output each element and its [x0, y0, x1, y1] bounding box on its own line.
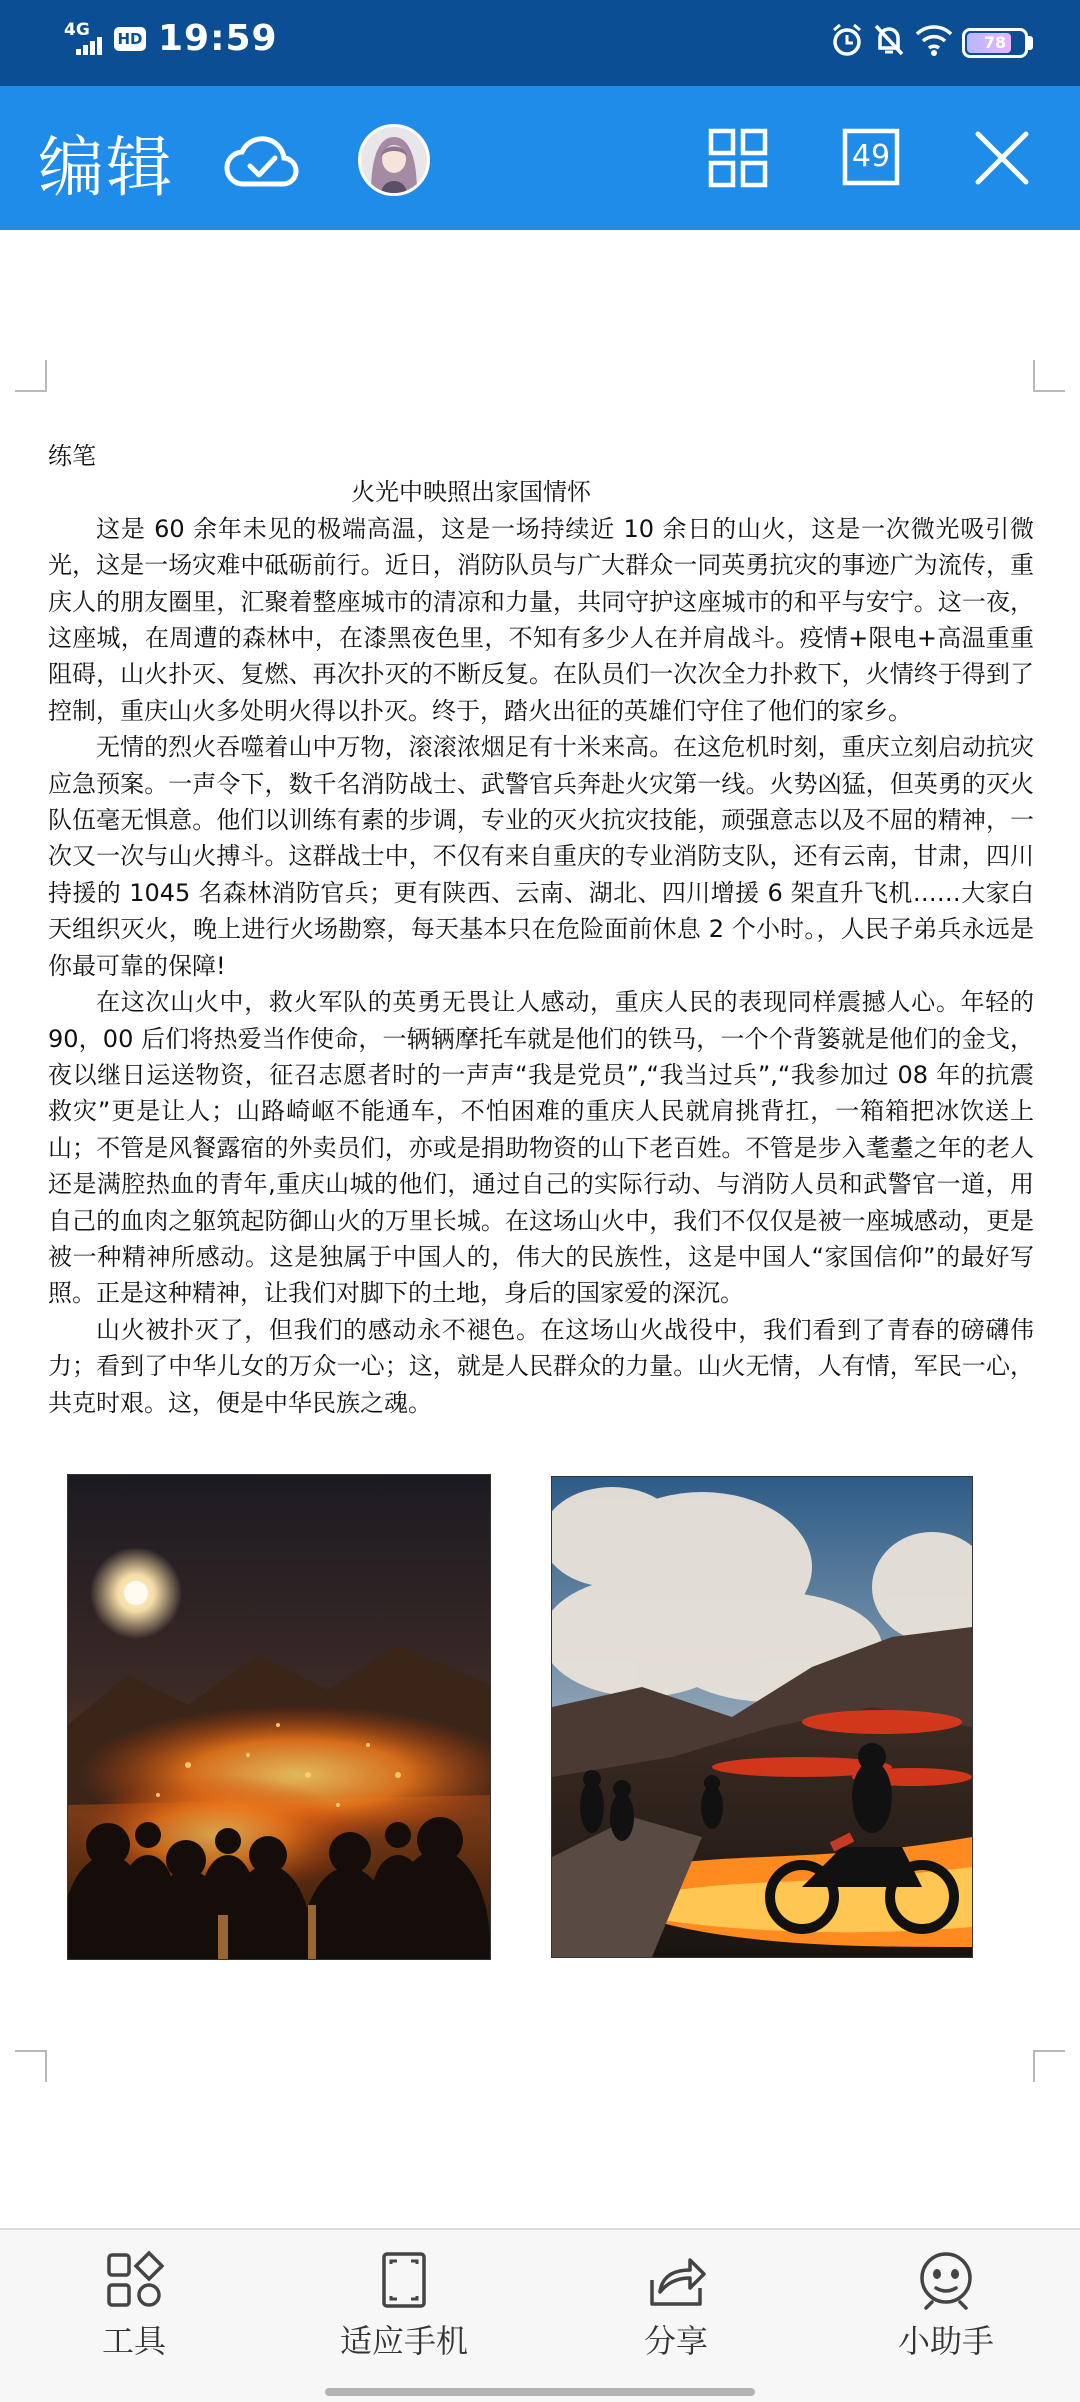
hd-badge: HD — [114, 27, 146, 51]
fit-phone-button[interactable] — [294, 2250, 514, 2390]
battery-level: 78 — [983, 33, 1007, 52]
assistant-button[interactable] — [836, 2250, 1056, 2390]
tools-icon — [104, 2250, 164, 2310]
doc-paragraph: 山火被扑灭了，但我们的感动永不褪色。在这场山火战役中，我们看到了青春的磅礴伟力；看到了中华儿女的万众一心；这，就是人民群众的力量。山火无情，人有情，军民一心，共克时艰。这，便是中华民族之魂。 — [48, 1315, 1034, 1417]
page-title: 编辑 — [38, 129, 174, 206]
doc-paragraph: 这是 60 余年未见的极端高温，这是一场持续近 10 余日的山火，这是一次微光吸引微光，这是一场灾难中砥砺前行。近日，消防队员与广大群众一同英勇抗灾的事迹广为流传，重庆人的朋友圈里，汇聚着整座城市的清凉和力量，共同守护这座城市的和平与安宁。这一夜，这座城，在周遭的森林中，在漆黑夜色里，不知有多少人在并肩战斗。疫情+限电+高温重重阻碍，山火扑灭、复燃、再次扑灭的不断反复。在队员们一次次全力扑救下，火情终于得到了控制，重庆山火多处明火得以扑灭。终于，踏火出征的英雄们守住了他们的家乡。 — [48, 514, 1034, 725]
tools-button[interactable] — [24, 2250, 244, 2390]
tools-label: 工具 — [101, 2322, 166, 2360]
bottom-toolbar — [0, 2228, 1080, 2402]
home-indicator[interactable] — [325, 2388, 755, 2396]
night-crowd-fire-photo[interactable] — [67, 1474, 491, 1960]
doc-paragraph: 在这次山火中，救火军队的英勇无畏让人感动，重庆人民的表现同样震撼人心。年轻的 90，00 后们将热爱当作使命，一辆辆摩托车就是他们的铁马，一个个背篓就是他们的金戈，夜以继日运送物资，征召志愿者时的一声声“我是党员”,“我当过兵”,“我参加过 08 年的抗震救灾”更是让人；山路崎岖不能通车，不怕困难的重庆人民就肩挑背扛，一箱箱把冰饮送上山；不管是风餐露宿的外卖员们，亦或是捐助物资的山下老百姓。不管是步入耄耋之年的老人还是满腔热血的青年,重庆山城的他们，通过自己的实际行动、与消防人员和武警官一道，用自己的血肉之躯筑起防御山火的万里长城。在这场山火中，我们不仅仅是被一座城感动，更是被一种精神所感动。这是独属于中国人的，伟大的民族性，这是中国人“家国信仰”的最好写照。正是这种精神，让我们对脚下的土地，身后的国家爱的深沉。 — [48, 988, 1034, 1308]
motorcycle-wildfire-photo[interactable] — [551, 1476, 973, 1958]
fit-phone-icon — [374, 2250, 434, 2310]
assistant-label: 小助手 — [897, 2322, 994, 2360]
share-icon — [646, 2250, 706, 2310]
network-type: 4G — [64, 20, 90, 40]
doc-label: 练笔 — [48, 442, 96, 470]
share-button[interactable] — [566, 2250, 786, 2390]
share-label: 分享 — [643, 2322, 708, 2360]
doc-title: 火光中映照出家国情怀 — [351, 478, 591, 507]
clock: 19:59 — [158, 18, 278, 59]
document-body[interactable] — [48, 438, 1034, 1421]
crop-mark-top-left — [15, 360, 47, 392]
assistant-icon — [914, 2250, 978, 2310]
crop-mark-top-right — [1033, 360, 1065, 392]
doc-paragraph: 无情的烈火吞噬着山中万物，滚滚浓烟足有十米来高。在这危机时刻，重庆立刻启动抗灾应急预案。一声令下，数千名消防战士、武警官兵奔赴火灾第一线。火势凶猛，但英勇的灭火队伍毫无惧意。他们以训练有素的步调，专业的灭火抗灾技能，顽强意志以及不屈的精神，一次又一次与山火搏斗。这群战士中，不仅有来自重庆的专业消防支队，还有云南，甘肃，四川持援的 1045 名森林消防官兵；更有陕西、云南、湖北、四川增援 6 架直升飞机……大家白天组织灭火，晚上进行火场勘察，每天基本只在危险面前休息 2 个小时。，人民子弟兵永远是你最可靠的保障! — [48, 733, 1034, 980]
crop-mark-bottom-left — [15, 2050, 47, 2082]
fit-phone-label: 适应手机 — [339, 2322, 468, 2360]
page-count: 49 — [851, 139, 891, 174]
crop-mark-bottom-right — [1033, 2050, 1065, 2082]
